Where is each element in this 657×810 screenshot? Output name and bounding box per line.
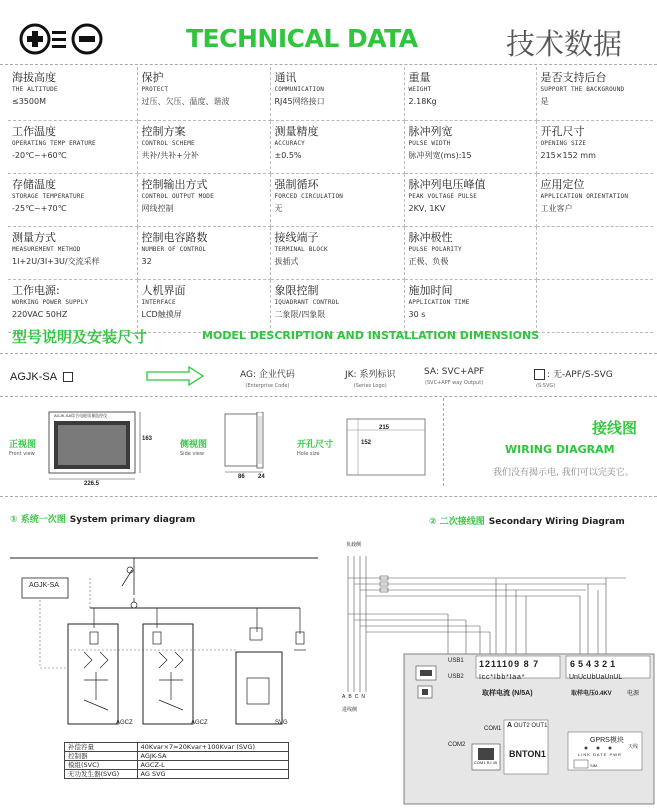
phase-a: A [342, 694, 349, 700]
table-cell: 控制器 [65, 752, 138, 761]
spec-val: 过压、欠压、温度、谐波 [141, 97, 230, 106]
front-view-label-en: Front view [9, 451, 35, 457]
com1-label: COM1 [484, 726, 502, 732]
primary-diagram-title-cn: 系统一次图 [20, 515, 66, 525]
front-view-label-cn: 正视图 [9, 440, 37, 450]
terminal-label: Ib [493, 674, 502, 681]
spec-val: 拔插式 [274, 256, 299, 266]
spec-val: 1I+2U/3I+3U/交流采样 [12, 256, 100, 266]
spec-row [8, 67, 653, 120]
spec-en: TERMINAL BLOCK [274, 245, 328, 253]
terminal-label: a* [517, 674, 526, 681]
out-label: OUT2 [513, 723, 530, 729]
table-cell: 无功发生器(SVG) [65, 770, 138, 779]
terminal-number: 12 [479, 659, 492, 669]
screen-title: AGJK-SA综合电能质量监控仪 [54, 413, 108, 418]
table-row [65, 761, 289, 770]
terminal-number: 11 [491, 659, 503, 669]
spec-cell [404, 67, 536, 120]
spec-cn: 脉冲列电压峰值 [408, 177, 486, 191]
spec-val: 2KV, 1KV [408, 203, 446, 213]
terminal-number: 1 [610, 659, 619, 669]
rj45-label: COM1 RJ 45 [474, 760, 498, 765]
primary-diagram [0, 540, 320, 740]
spec-en: ACCURACY [274, 139, 305, 147]
terminal-label: Ia [509, 674, 517, 681]
front-height: 163 [142, 436, 153, 442]
spec-cn: 是否支持后台 [540, 71, 607, 84]
spec-cn: 开孔尺寸 [540, 124, 585, 138]
spec-en: NUMBER OF CONTROL [141, 245, 207, 253]
load-side-label: 负载侧 [346, 542, 362, 548]
primary-params-table [64, 742, 289, 779]
voltage-caption: 取样电压0.4KV [571, 691, 612, 697]
spec-val: 脉冲列宽(ms):15 [408, 150, 472, 160]
spec-cn: 海拔高度 [12, 71, 56, 84]
spec-cn: 测量精度 [274, 124, 319, 138]
terminal-label: Un [604, 674, 614, 681]
divider [0, 396, 657, 397]
current-caption: 取样电流 (N/5A) [482, 690, 533, 697]
spec-cell [536, 67, 653, 120]
spec-cn: 人机界面 [141, 283, 186, 297]
spec-cell [536, 226, 653, 279]
spec-en: APPLICATION TIME [408, 298, 470, 306]
spec-cell [8, 226, 137, 279]
primary-branch-label-2: AGCZ [191, 720, 208, 726]
spec-en: COMMUNICATION [274, 86, 325, 93]
page-title-en: TECHNICAL DATA [186, 24, 418, 53]
spec-en: OPENING SIZE [540, 139, 587, 147]
spec-row [8, 173, 653, 226]
spec-cn: 控制输出方式 [141, 177, 208, 191]
code-enterprise-sub: (Enterprise Code) [245, 383, 290, 389]
spec-cell [270, 226, 404, 279]
spec-val: LCD触摸屏 [141, 309, 182, 319]
primary-branch-label-1: AGCZ [116, 720, 133, 726]
model-section-title-en: MODEL DESCRIPTION AND INSTALLATION DIMENSIONS [202, 329, 540, 342]
out-label: OUT1 [531, 723, 548, 729]
terminal-label: c* [486, 674, 494, 681]
code-type-box [534, 369, 545, 380]
spec-val: 220VAC 50HZ [12, 309, 68, 319]
wiring-title-cn: 接线图 [592, 419, 638, 437]
spec-en: SUPPORT THE BACKGROUND [540, 86, 625, 93]
secondary-diagram-title-cn: 二次接线图 [439, 517, 485, 527]
code-output-sub: (SVC+APF way Output) [425, 380, 484, 386]
spec-val: 是 [540, 97, 549, 106]
phase-n: N [361, 694, 368, 700]
spec-cn: 存储温度 [12, 177, 56, 191]
primary-diagram-num: ① [10, 515, 18, 525]
spec-cell [404, 120, 536, 173]
spec-cell [536, 120, 653, 173]
arrow-right-icon [145, 366, 205, 386]
terminal-label: UL [613, 674, 623, 681]
spec-row [8, 226, 653, 279]
spec-row [8, 279, 653, 332]
spec-cn: 工作电源: [12, 283, 60, 297]
spec-val: 工业客户 [540, 203, 573, 213]
spec-cn: 脉冲列宽 [408, 124, 453, 138]
spec-cn: 通讯 [274, 71, 297, 84]
code-series [345, 367, 395, 389]
terminal-number: 8 [523, 659, 530, 669]
spec-en: WORKING POWER SUPPLY [12, 298, 89, 306]
hole-size-label-en: Hole size [297, 451, 320, 457]
spec-val: 32 [141, 256, 152, 266]
phase-b: B [348, 694, 355, 700]
spec-val: 2.18Kg [408, 97, 437, 106]
spec-cn: 重量 [408, 71, 431, 84]
spec-cell [404, 279, 536, 332]
table-cell: 40Kvar×7=20Kvar+100Kvar (SVG) [137, 743, 288, 752]
gprs-title: GPRS模块 [590, 737, 624, 744]
line-side-label: 进线侧 [342, 707, 358, 713]
terminal-label: Un [569, 674, 578, 681]
bnt-terminal-label: BNTON1 [509, 749, 546, 759]
front-view-label [9, 437, 36, 457]
spec-cell [536, 279, 653, 332]
spec-en: IQUADRANT CONTROL [274, 298, 340, 306]
spec-cell [270, 120, 404, 173]
hole-size-label [297, 437, 333, 457]
spec-en: PULSE WIDTH [408, 139, 451, 147]
spec-en: FORCED CIRCULATION [274, 192, 344, 200]
terminal-number: 3 [594, 659, 603, 669]
output-labels [507, 722, 547, 729]
primary-branch-label-3: SVG [275, 720, 288, 726]
spec-cn: 测量方式 [12, 230, 56, 244]
spec-cell [8, 173, 137, 226]
gprs-indicator: LINK [578, 752, 591, 757]
wiring-title-en: WIRING DIAGRAM [505, 443, 615, 456]
current-terminal-numbers [479, 659, 539, 669]
power-caption: 电源 [627, 691, 640, 697]
spec-en: CONTROL SCHEME [141, 139, 195, 147]
side-view-drawing [222, 412, 282, 482]
table-cell: 补偿容量 [65, 743, 138, 752]
spec-cn: 控制方案 [141, 124, 186, 138]
hole-size-label-cn: 开孔尺寸 [297, 440, 334, 450]
spec-cell [404, 226, 536, 279]
primary-diagram-title-en: System primary diagram [69, 515, 196, 525]
brand-logo [18, 22, 108, 56]
gprs-indicators [578, 752, 622, 757]
table-cell: AG SVG [137, 770, 288, 779]
code-series-sub: (Series Logo) [353, 383, 387, 389]
divider [0, 64, 657, 65]
gprs-indicator: PWR [609, 752, 622, 757]
spec-cn: 施加时间 [408, 283, 453, 297]
spec-en: CONTROL OUTPUT MODE [141, 192, 214, 200]
primary-controller-label: AGJK-SA [29, 582, 59, 589]
out-label: A [507, 722, 513, 729]
terminal-number: 9 [514, 659, 521, 669]
model-code [10, 371, 73, 383]
spec-row [8, 120, 653, 173]
spec-cell [137, 120, 270, 173]
spec-en: WEIGHT [408, 86, 432, 93]
spec-val: 无 [274, 203, 283, 213]
code-type-sub: (S:SVG) [536, 383, 556, 389]
model-code-box [63, 372, 73, 382]
voltage-terminal-numbers [570, 659, 618, 669]
terminal-label: Ub [586, 674, 596, 681]
spec-cell [8, 120, 137, 173]
spec-en: PULSE POLARITY [408, 245, 462, 253]
spec-val: 正极、负极 [408, 256, 449, 266]
spec-en: MEASUREMENT METHOD [12, 245, 81, 253]
voltage-terminal-labels [569, 674, 622, 681]
secondary-diagram-title-en: Secondary Wiring Diagram [488, 517, 625, 527]
spec-cell [8, 67, 137, 120]
table-cell: AGJK-SA [137, 752, 288, 761]
com2-label: COM2 [448, 742, 466, 748]
hole-height: 152 [361, 440, 372, 446]
hole-width: 215 [379, 425, 390, 431]
terminal-number: 4 [586, 659, 595, 669]
spec-en: PROTECT [141, 86, 169, 93]
spec-cell [137, 173, 270, 226]
terminal-number: 7 [533, 659, 540, 669]
table-row [65, 770, 289, 779]
usb1-label: USB1 [448, 658, 464, 664]
spec-cell [404, 173, 536, 226]
spec-cell [137, 67, 270, 120]
sim-label: SIM [590, 763, 598, 768]
side-depth-1: 86 [238, 474, 245, 480]
spec-en: THE ALTITUDE [12, 86, 58, 93]
spec-cn: 应用定位 [540, 177, 585, 191]
spec-val: RJ45网络接口 [274, 97, 325, 106]
spec-cell [270, 279, 404, 332]
table-row [65, 743, 289, 752]
spec-val: ≤3500M [12, 97, 46, 106]
code-output-text: SA: SVC+APF [424, 367, 485, 377]
terminal-number: 10 [502, 659, 515, 669]
side-view-label-en: Side view [180, 451, 204, 457]
spec-en: OPERATING TEMP ERATURE [12, 139, 96, 147]
code-series-text: JK: 系列标识 [345, 370, 396, 380]
spec-val: 网线控制 [141, 203, 174, 213]
page-title-cn: 技术数据 [506, 27, 623, 61]
terminal-number: 2 [602, 659, 611, 669]
spec-val: 215×152 mm [540, 150, 596, 160]
table-cell: AGCZ-L [137, 761, 288, 770]
divider [0, 496, 657, 497]
terminal-label: Ic [479, 674, 487, 681]
phase-c: C [354, 694, 362, 700]
spec-cn: 强制循环 [274, 177, 319, 191]
spec-val: 共补/共补+分补 [141, 150, 199, 160]
spec-val: -25℃~+70℃ [12, 203, 67, 213]
spec-en: STORAGE TEMPERATURE [12, 192, 85, 200]
spec-cn: 象限控制 [274, 283, 319, 297]
wiring-note: 我们没有揭示电, 我们可以完美它。 [493, 468, 634, 478]
terminal-label: Ua [595, 674, 605, 681]
spec-en: APPLICATION ORIENTATION [540, 192, 629, 200]
spec-cell [8, 279, 137, 332]
divider [0, 353, 657, 354]
divider [443, 398, 444, 486]
terminal-label: Uc [577, 674, 587, 681]
primary-diagram-title [10, 512, 195, 525]
spec-cell [270, 67, 404, 120]
spec-cn: 工作温度 [12, 124, 56, 138]
spec-cn: 控制电容路数 [141, 230, 208, 244]
side-view-label [180, 437, 207, 457]
spec-cn: 接线端子 [274, 230, 319, 244]
spec-en: PEAK VOLTAGE PULSE [408, 192, 478, 200]
spec-val: 二象限/四象限 [274, 309, 326, 319]
spec-val: -20℃~+60℃ [12, 150, 67, 160]
spec-cell [137, 279, 270, 332]
spec-cn: 保护 [141, 71, 164, 84]
spec-val: 30 s [408, 309, 426, 319]
front-view-drawing [48, 411, 160, 487]
side-view-label-cn: 侧视图 [180, 440, 208, 450]
model-code-text: AGJK-SA [10, 371, 58, 383]
secondary-diagram-title [429, 514, 625, 527]
gprs-indicator: DATE [593, 752, 608, 757]
terminal-label: b* [501, 674, 510, 681]
code-type-text: : 无-APF/S-SVG [547, 370, 613, 380]
side-depth-2: 24 [258, 474, 265, 480]
current-terminal-labels [479, 674, 525, 681]
spec-cell [270, 173, 404, 226]
table-row [65, 752, 289, 761]
secondary-diagram-num: ② [429, 517, 437, 527]
terminal-number: 5 [578, 659, 587, 669]
antenna-label: 天线 [628, 744, 639, 750]
spec-cell [536, 173, 653, 226]
spec-cell [137, 226, 270, 279]
front-width: 226.5 [84, 481, 100, 487]
spec-table [8, 67, 653, 333]
code-type [534, 367, 613, 389]
code-enterprise-text: AG: 企业代码 [240, 370, 295, 380]
spec-val: ±0.5% [274, 150, 302, 160]
code-enterprise [240, 367, 295, 389]
spec-cn: 脉冲极性 [408, 230, 453, 244]
terminal-number: 6 [570, 659, 579, 669]
spec-en: INTERFACE [141, 298, 176, 306]
code-output [424, 367, 484, 386]
model-section-title-cn: 型号说明及安装尺寸 [12, 328, 148, 346]
table-cell: 模组(SVC) [65, 761, 138, 770]
usb2-label: USB2 [448, 674, 464, 680]
